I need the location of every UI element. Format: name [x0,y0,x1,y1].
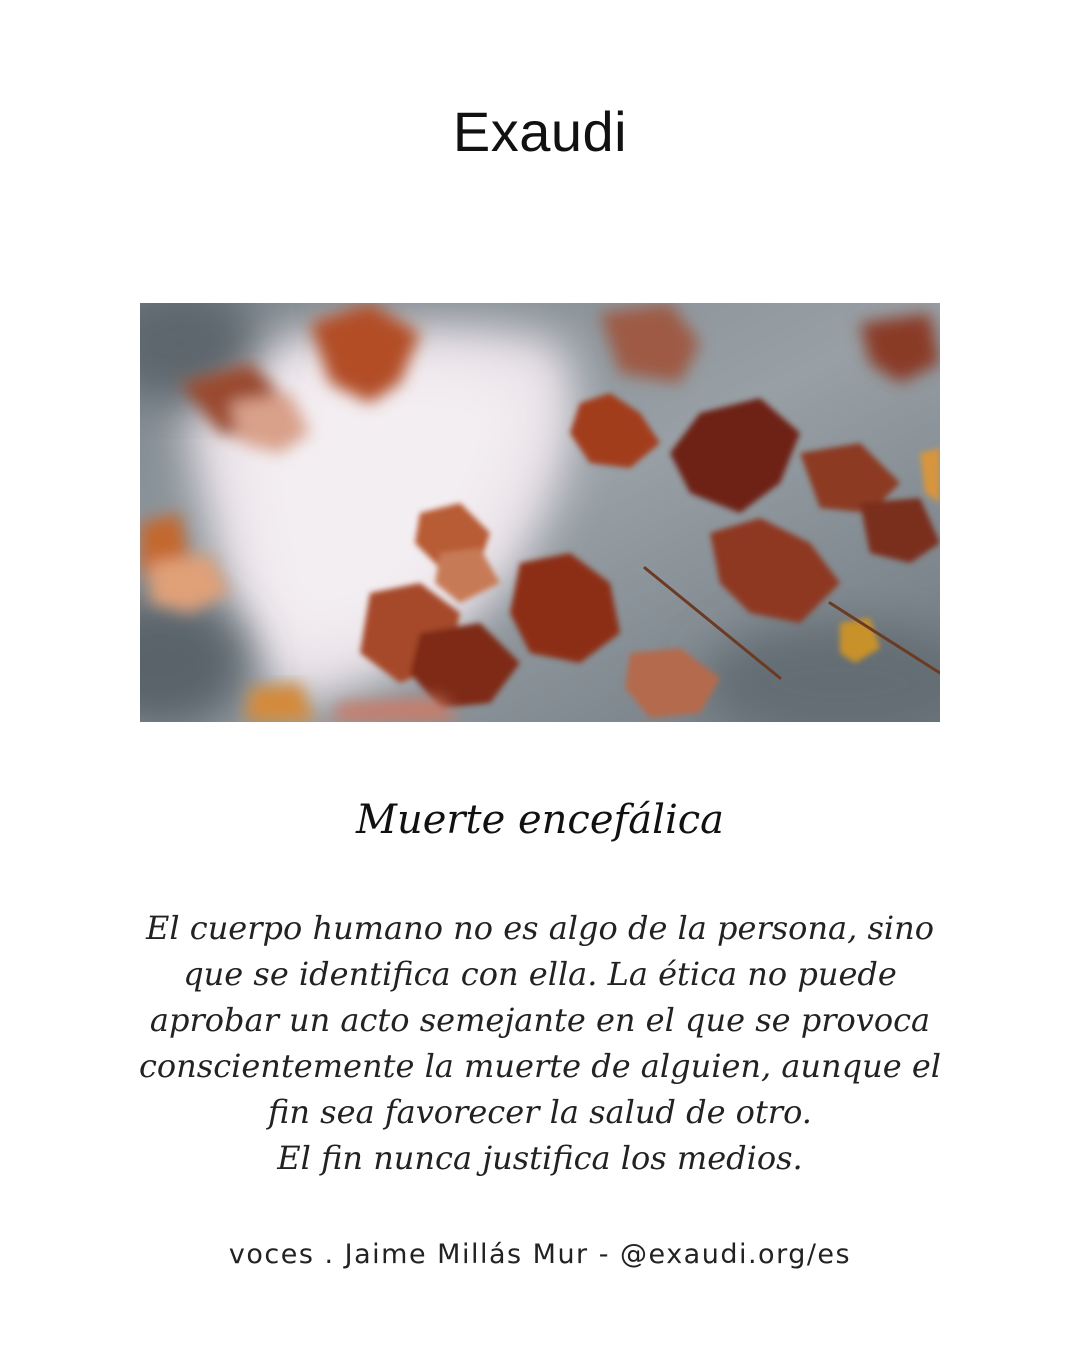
body-line: El fin nunca justifica los medios. [277,1139,803,1177]
footer-credit: voces . Jaime Millás Mur - @exaudi.org/es [228,1239,852,1270]
body-line: que se identifica con ella. La ética no puede [183,955,897,993]
article-title: Muerte encefálica [356,797,724,843]
body-line: fin sea favorecer la salud de otro. [268,1093,812,1131]
body-line: El cuerpo humano no es algo de la persona, sino [146,909,934,947]
brand-logo: Exaudi [452,100,628,163]
body-line: conscientemente la muerte de alguien, aunque el [138,1047,941,1085]
article-body [120,905,960,1181]
autumn-leaves-photo [140,303,940,722]
body-line: aprobar un acto semejante en el que se provoca [149,1001,931,1039]
